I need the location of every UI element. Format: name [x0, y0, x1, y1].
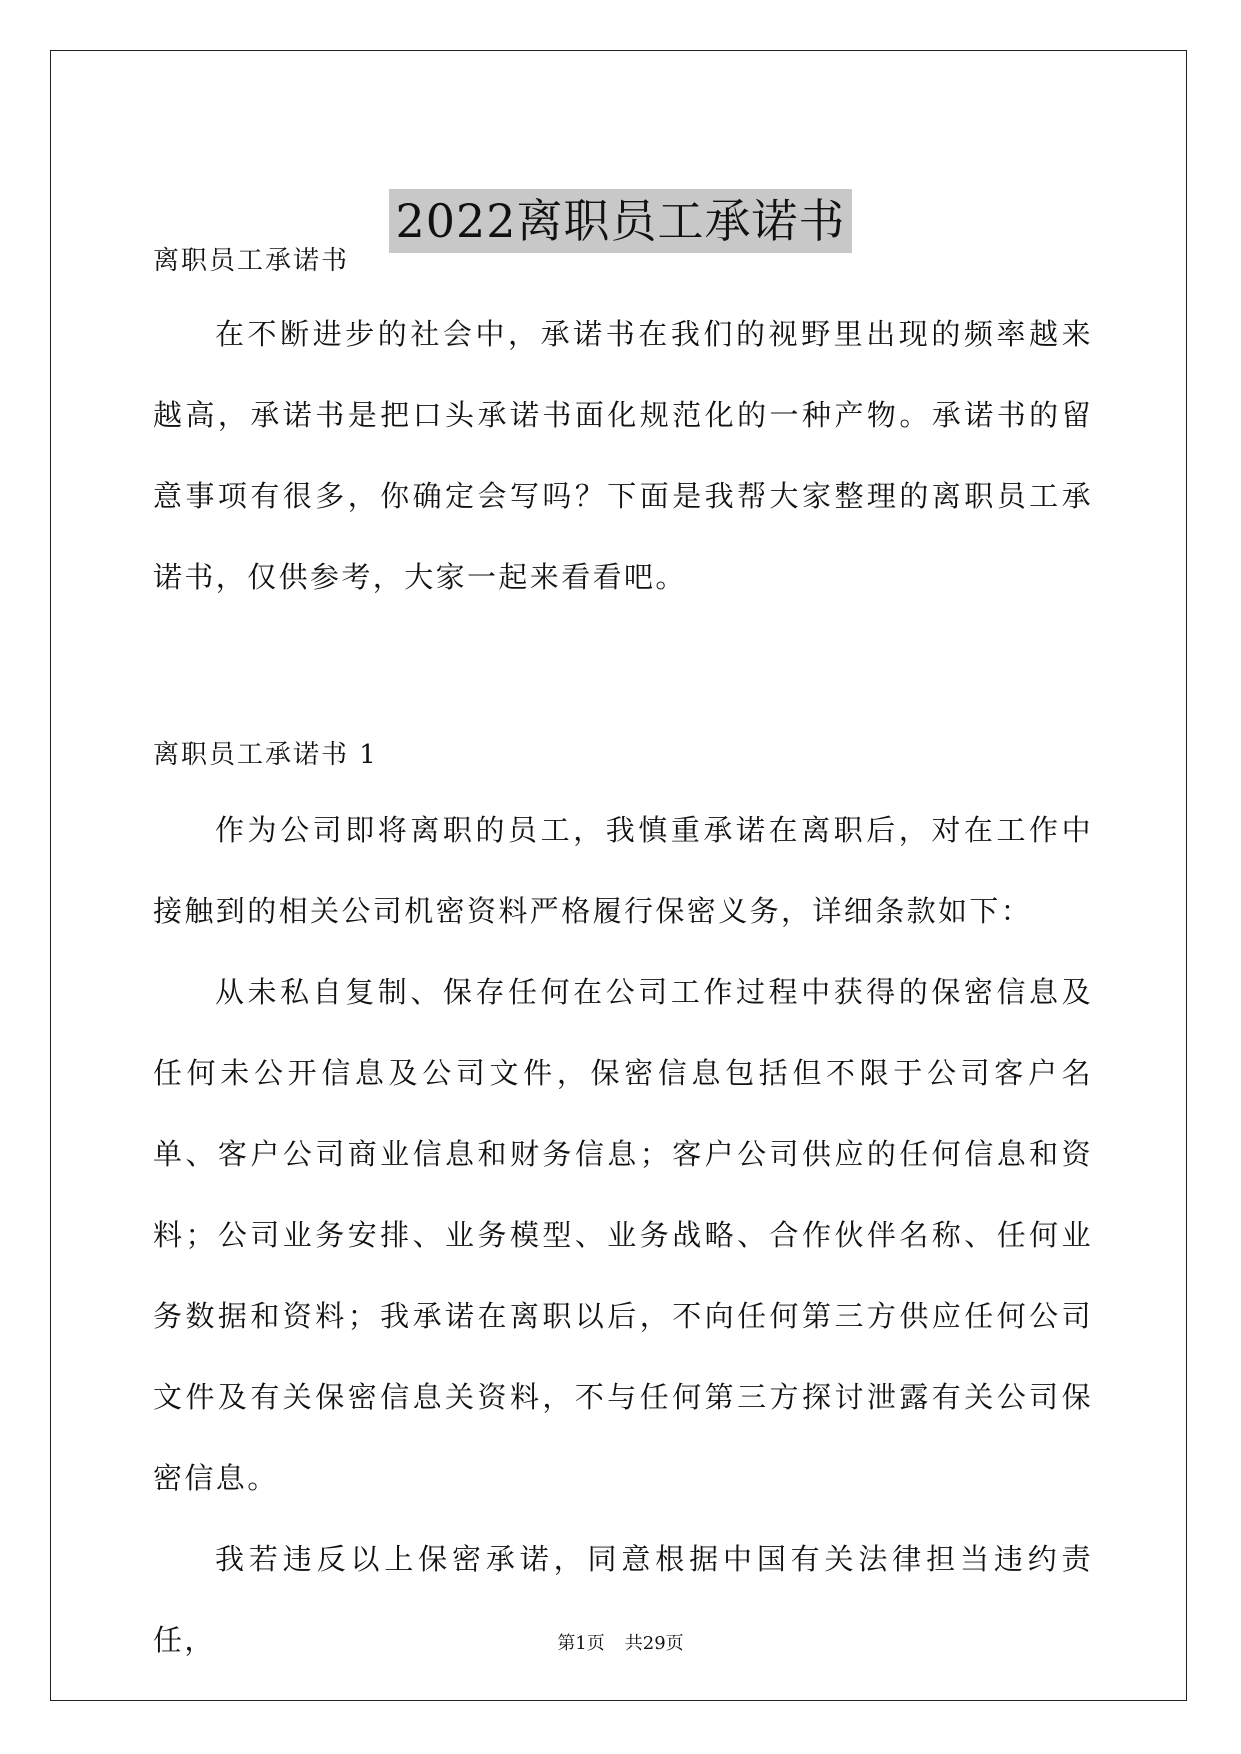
- body-paragraph: 作为公司即将离职的员工，我慎重承诺在离职后，对在工作中接触到的相关公司机密资料严格履行保密义务，详细条款如下：: [153, 813, 1093, 928]
- body-paragraph: 我若违反以上保密承诺，同意根据中国有关法律担当违约责任，: [153, 1542, 1093, 1657]
- document-body: [153, 236, 1093, 1681]
- page-total: 共29页: [624, 1633, 684, 1654]
- page-footer: [0, 1632, 1241, 1656]
- section-heading: 离职员工承诺书 1: [153, 740, 378, 770]
- document-title: 2022离职员工承诺书: [389, 189, 851, 253]
- intro-paragraph: 在不断进步的社会中，承诺书在我们的视野里出现的频率越来越高，承诺书是把口头承诺书面化规范化的一种产物。承诺书的留意事项有很多，你确定会写吗？下面是我帮大家整理的离职员工承诺书，仅供参考，大家一起来看看吧。: [153, 317, 1093, 594]
- body-paragraph: 从未私自复制、保存任何在公司工作过程中获得的保密信息及任何未公开信息及公司文件，保密信息包括但不限于公司客户名单、客户公司商业信息和财务信息；客户公司供应的任何信息和资料；公司业务安排、业务模型、业务战略、合作伙伴名称、任何业务数据和资料；我承诺在离职以后，不向任何第三方供应任何公司文件及有关保密信息关资料，不与任何第三方探讨泄露有关公司保密信息。: [153, 975, 1093, 1495]
- section-heading: 离职员工承诺书: [153, 246, 350, 276]
- page-number: 第1页: [557, 1633, 605, 1654]
